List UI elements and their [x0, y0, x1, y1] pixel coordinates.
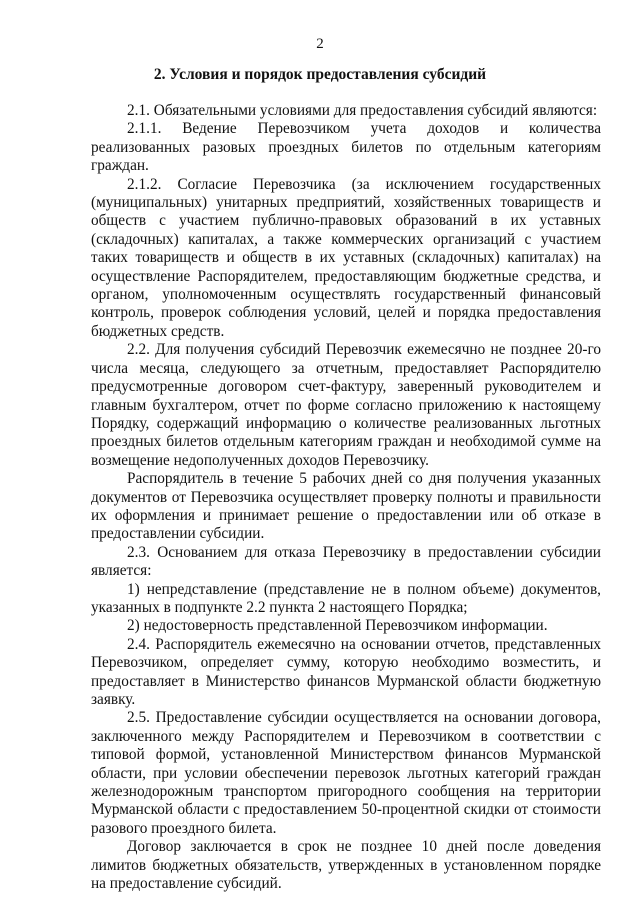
paragraph-2-5-contract: Договор заключается в срок не позднее 10 дней после доведения лимитов бюджетных обязательств, утвержденных в установленном порядке на предоставление субсидий.: [91, 838, 601, 893]
paragraph-2-4: 2.4. Распорядитель ежемесячно на основании отчетов, представленных Перевозчиком, определяет сумму, которую необходимо возместить, и предоставляет в Министерство финансов Мурманской области бюджетную заявку.: [91, 635, 601, 708]
paragraph-2-1: 2.1. Обязательными условиями для предоставления субсидий являются:: [127, 102, 598, 119]
paragraph-2-3: 2.3. Основанием для отказа Перевозчику в предоставлении субсидии является:: [91, 543, 601, 580]
paragraph-2-2-review: Распорядитель в течение 5 рабочих дней со дня получения указанных документов от Перевозчика осуществляет проверку полноты и правильности их оформления и принимает решение о предоставлении или об отказе в предоставлении субсидии.: [91, 470, 601, 543]
paragraph-2-1-1: 2.1.1. Ведение Перевозчиком учета доходов и количества реализованных разовых проездных билетов по отдельным категориям граждан.: [91, 120, 601, 175]
paragraph-2-3-item-1: 1) непредставление (представление не в полном объеме) документов, указанных в подпункте 2.2 пункта 2 настоящего Порядка;: [91, 580, 601, 616]
paragraph-2-5: 2.5. Предоставление субсидии осуществляется на основании договора, заключенного между Распорядителем и Перевозчиком в соответствии с типовой формой, установленной Министерством финансов Мурманской области, при условии обеспечении перевозок льготных категорий граждан железнодорожным транспортом пригородного сообщения на территории Мурманской области с предоставлением 50-процентной скидки от стоимости разового проездного билета.: [91, 709, 601, 837]
section-title: 2. Условия и порядок предоставления субсидий: [153, 66, 487, 83]
page-number: 2: [316, 36, 324, 52]
paragraph-2-2: 2.2. Для получения субсидий Перевозчик ежемесячно не позднее 20-го числа месяца, следующего за отчетным, предоставляет Распорядителю предусмотренные договором счет-фактуру, заверенный руководителем и главным бухгалтером, отчет по форме согласно приложению к настоящему Порядку, содержащий информацию о количестве реализованных льготных проездных билетов отдельным категориям граждан и необходимой сумме на возмещение недополученных доходов Перевозчику.: [91, 341, 601, 469]
paragraph-2-3-item-2: 2) недостоверность представленной Перевозчиком информации.: [127, 617, 548, 635]
paragraph-2-1-2: 2.1.2. Согласие Перевозчика (за исключением государственных (муниципальных) унитарных предприятий, хозяйственных товариществ и обществ с участием публично-правовых образований в их уставных (складочных) капиталах, а также коммерческих организаций с участием таких товариществ и обществ в их уставных (складочных) капиталах) на осуществление Распорядителем, предоставляющим бюджетные средства, и органом, уполномоченным осуществлять государственный финансовый контроль, проверок соблюдения условий, целей и порядка предоставления бюджетных средств.: [91, 175, 601, 340]
document-body: [91, 102, 601, 893]
